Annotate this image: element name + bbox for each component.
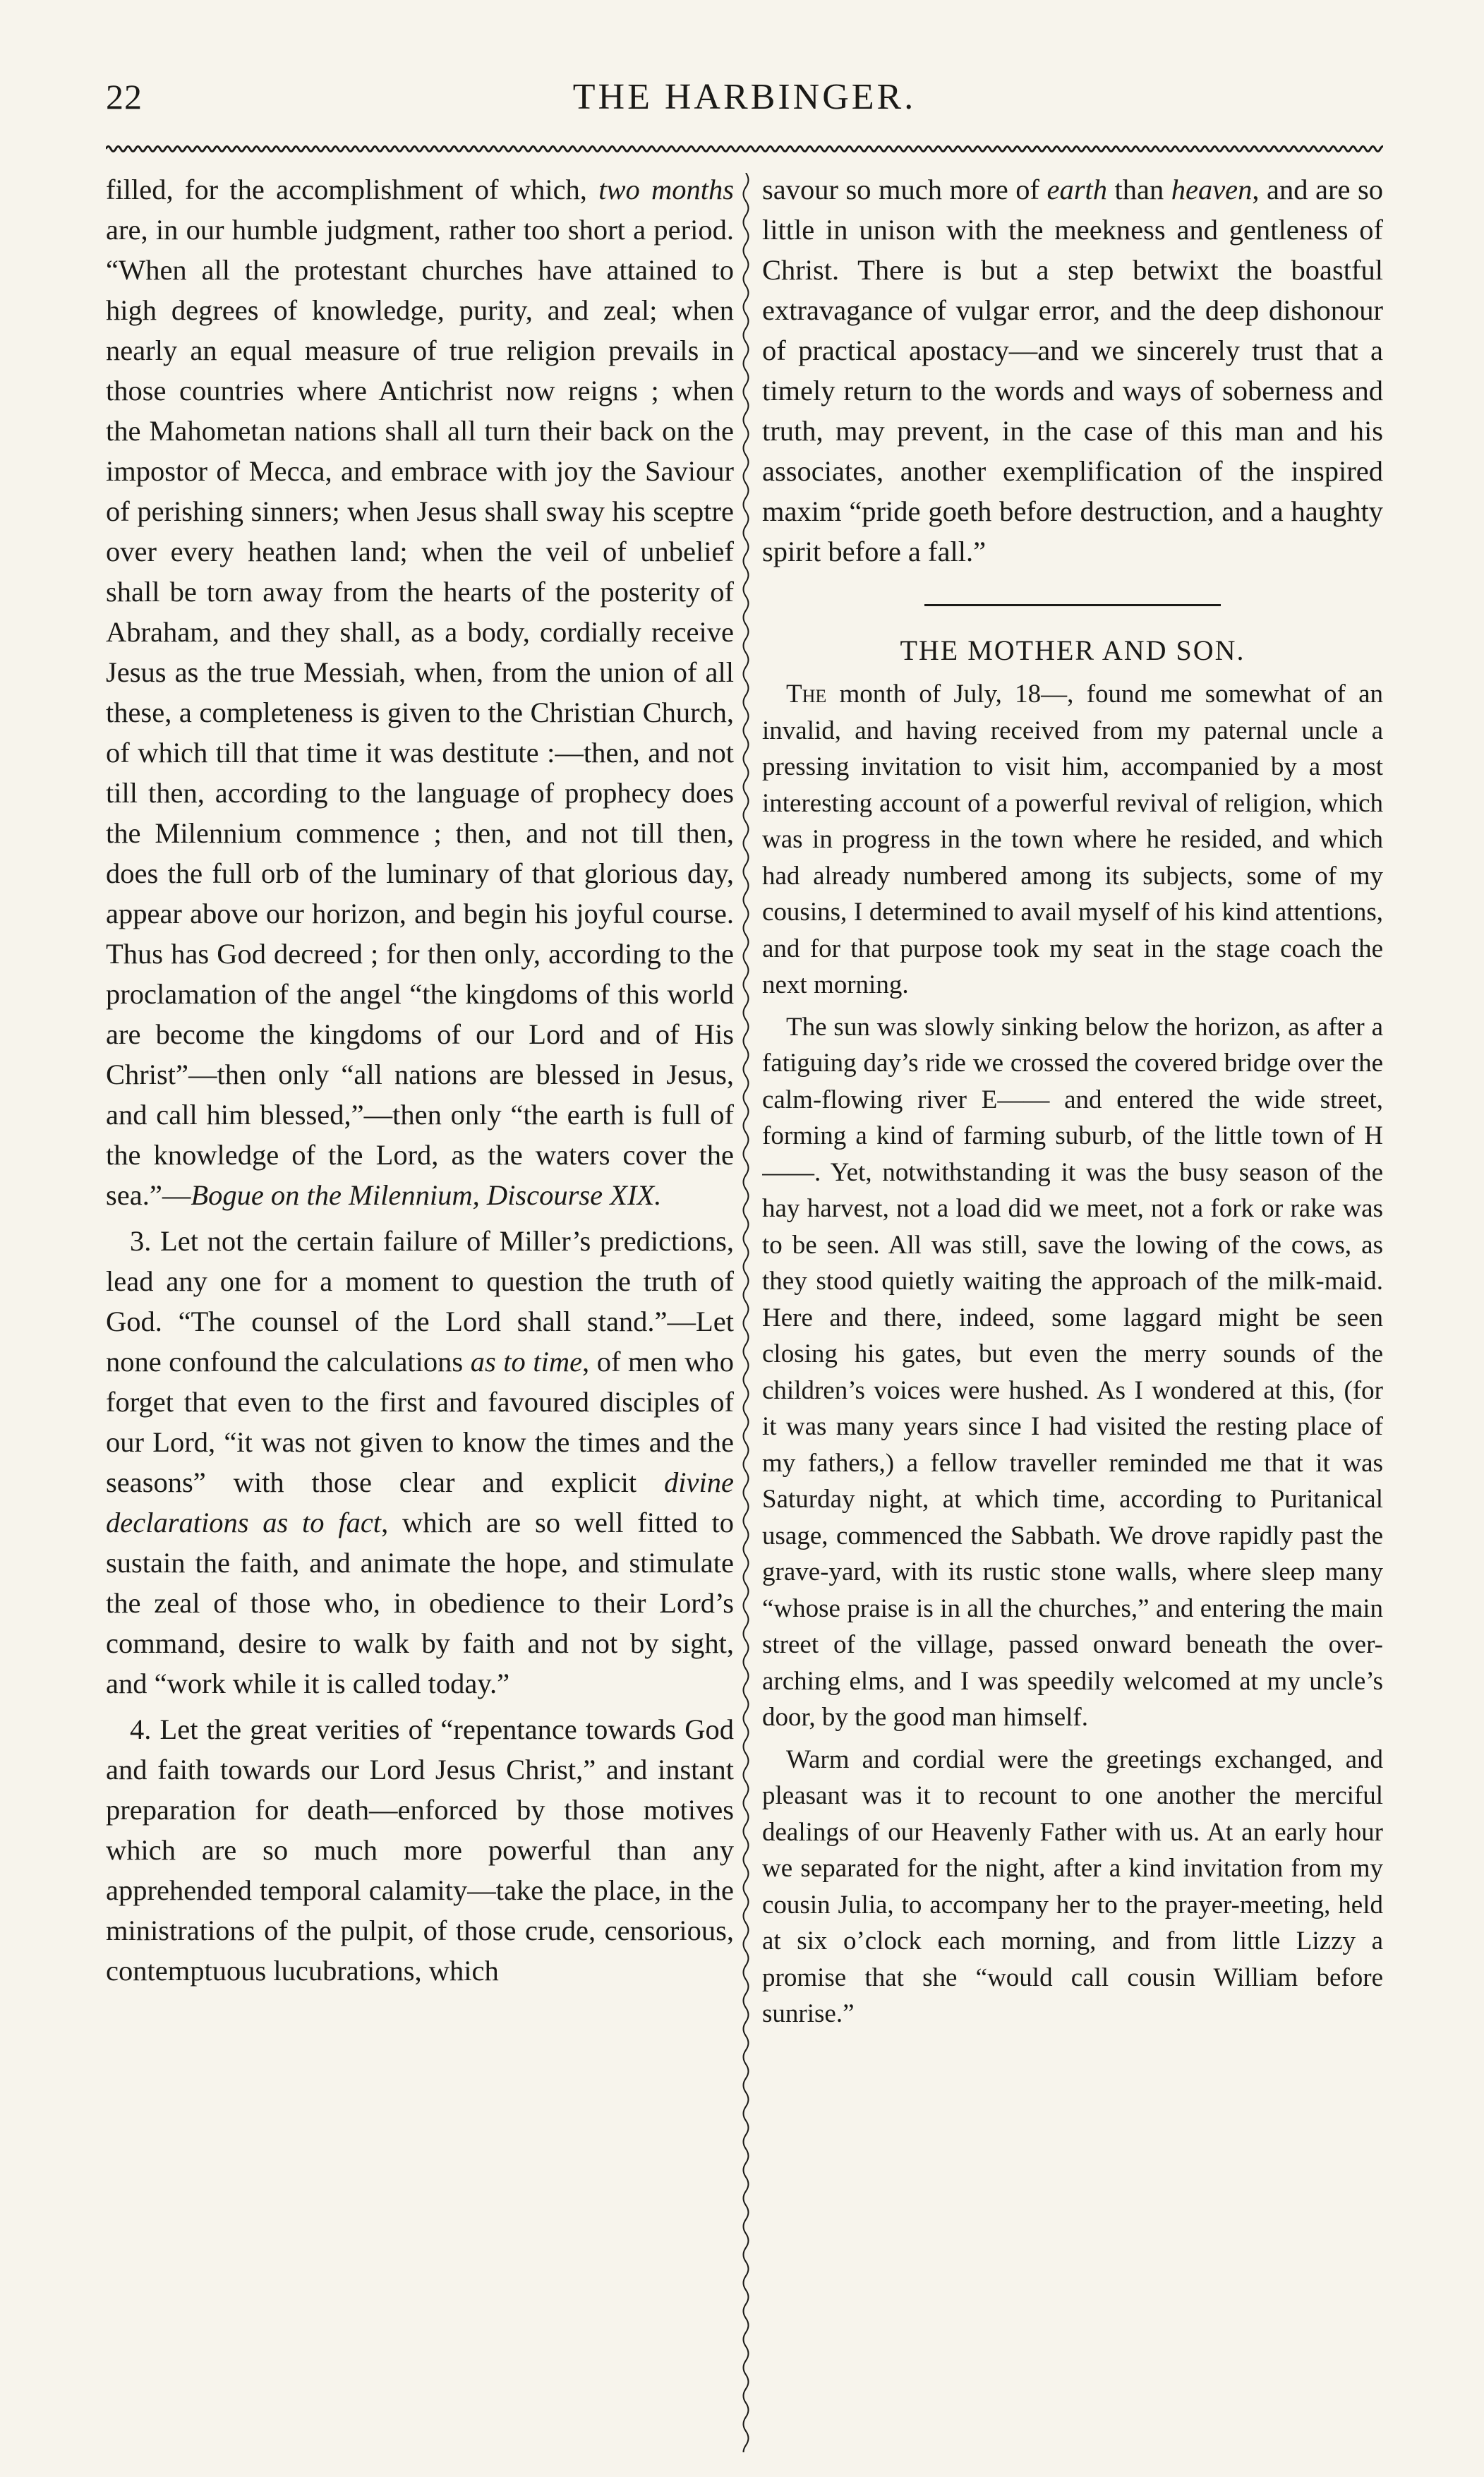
story-paragraph-1 [762, 676, 1383, 1004]
story-p2-text: The sun was slowly sinking below the horizon, as after a fatiguing day’s ride we crossed the covered bridge over the calm-flowing river E—— and entered the wide street, forming a kind of farming suburb, of the little town of H——. Yet, notwithstanding it was the busy season of the hay harvest, not a load did we meet, not a fork or rake was to be seen. All was still, save the lowing of the cows, as they stood quietly waiting the approach of the milk-maid. Here and there, indeed, some laggard might be seen closing his gates, but even the merry sounds of the children’s voices were hushed. As I wondered at this, (for it was many years since I had visited the resting place of my fathers,) a fellow traveller reminded me that it was Saturday night, at which time, according to Puritanical usage, commenced the Sabbath. We drove rapidly past the grave-yard, with its rustic stone walls, where sleep many “whose praise is in all the churches,” and entering the main street of the village, passed onward beneath the over-arching elms, and I was speedily welcomed at my uncle’s door, by the good man himself. [762, 1012, 1383, 1732]
wavy-rule [106, 141, 1383, 157]
story-p1-text: month of July, 18—, found me somewhat of an invalid, and having received from my paternal uncle a pressing invitation to visit him, accompanied by a most interesting account of a powerful revival of religion, which was in progress in the town where he resided, and which had already numbered among its subjects, some of my cousins, I determined to avail myself of his kind attentions, and for that purpose took my seat in the stage coach the next morning. [762, 680, 1383, 999]
running-title: THE HARBINGER. [572, 77, 917, 117]
right-column [762, 169, 1383, 2456]
section-rule [924, 604, 1221, 606]
right-p1-text-1: savour so much more of [762, 174, 1047, 205]
right-p1-text-2: than [1106, 174, 1171, 205]
article-title: THE MOTHER AND SON. [900, 634, 1245, 666]
right-paragraph-1 [762, 169, 1383, 572]
column-divider [735, 173, 756, 2452]
left-paragraph-3 [106, 1709, 734, 1991]
story-paragraph-2 [762, 1009, 1383, 1736]
right-p1-text-3: , and are so little in unison with the meekness and gentleness of Christ. There is but a step betwixt the boastful extravagance of vulgar error, and the deep dishonour of practical apostacy—and we sincerely trust that a timely return to the words and ways of soberness and truth, may prevent, in the case of this man and his associates, another exemplification of the inspired maxim “pride goeth before destruction, and a haughty spirit before a fall.” [762, 174, 1383, 567]
left-p1-citation: Bogue on the Milennium, Discourse XIX. [191, 1179, 662, 1211]
right-p1-italic-1: earth [1046, 174, 1107, 205]
left-p2-text-2: , of men who forget that even to the first and favoured disciples of our Lord, “it was not given to know the times and the seasons” with those clear and explicit [106, 1346, 734, 1498]
story-p3-text: Warm and cordial were the greetings exchanged, and pleasant was it to recount to one another the merciful dealings of our Heavenly Father with us. At an early hour we separated for the night, after a kind invitation from my cousin Julia, to accompany her to the prayer-meeting, held at six o’clock each morning, and from little Lizzy a promise that she “would call cousin William before sunrise.” [762, 1744, 1383, 2028]
left-p2-text-3: , which are so well fitted to sustain the faith, and animate the hope, and stimulate the zeal of those who, in obedience to their Lord’s command, desire to walk by faith and not by sight, and “work while it is called today.” [106, 1507, 734, 1699]
left-column [106, 169, 734, 2456]
left-paragraph-1 [106, 169, 734, 1215]
left-p1-text-2: are, in our humble judgment, rather too short a period. “When all the protestant churches have attained to high degrees of knowledge, purity, and zeal; when nearly an equal measure of true religion prevails in those countries where Antichrist now reigns ; when the Mahometan nations shall all turn their back on the impostor of Mecca, and embrace with joy the Saviour of perishing sinners; when Jesus shall sway his sceptre over every heathen land; when the veil of unbelief shall be torn away from the hearts of the posterity of Abraham, and they shall, as a body, cordially receive Jesus as the true Messiah, when, from the union of all these, a completeness is given to the Christian Church, of which till that time it was destitute :—then, and not till then, according to the language of prophecy does the Milennium commence ; then, and not till then, does the full orb of the luminary of that glorious day, appear above our horizon, and begin his joyful course. Thus has God decreed ; for then only, according to the proclamation of the angel “the kingdoms of this world are become the kingdoms of our Lord and of His Christ”—then only “all nations are blessed in Jesus, and call him blessed,”—then only “the earth is full of the knowledge of the Lord, as the waters cover the sea.”— [106, 214, 734, 1211]
right-p1-italic-2: heaven [1171, 174, 1253, 205]
story-lead-word: The [786, 680, 827, 709]
page-header [106, 76, 1383, 126]
left-paragraph-2 [106, 1221, 734, 1704]
left-p2-italic-2: divine declarations as to fact [106, 1466, 734, 1538]
article-body [762, 676, 1383, 2032]
left-p1-italic-1: two months [598, 174, 734, 205]
left-p2-text-1: 3. Let not the certain failure of Miller’s predictions, lead any one for a moment to question the truth of God. “The counsel of the Lord shall stand.”—Let none confound the calculations [106, 1225, 734, 1378]
story-paragraph-3 [762, 1742, 1383, 2032]
left-p1-text-1: filled, for the accomplishment of which, [106, 174, 599, 205]
left-p2-italic-1: as to time [470, 1346, 583, 1378]
left-p3-text-1: 4. Let the great verities of “repentance towards God and faith towards our Lord Jesus Christ,” and instant preparation for death—enforced by those motives which are so much more powerful than any apprehended temporal calamity—take the place, in the ministrations of the pulpit, of those crude, censorious, contemptuous lucubrations, which [106, 1713, 734, 1987]
page-number: 22 [106, 77, 143, 116]
